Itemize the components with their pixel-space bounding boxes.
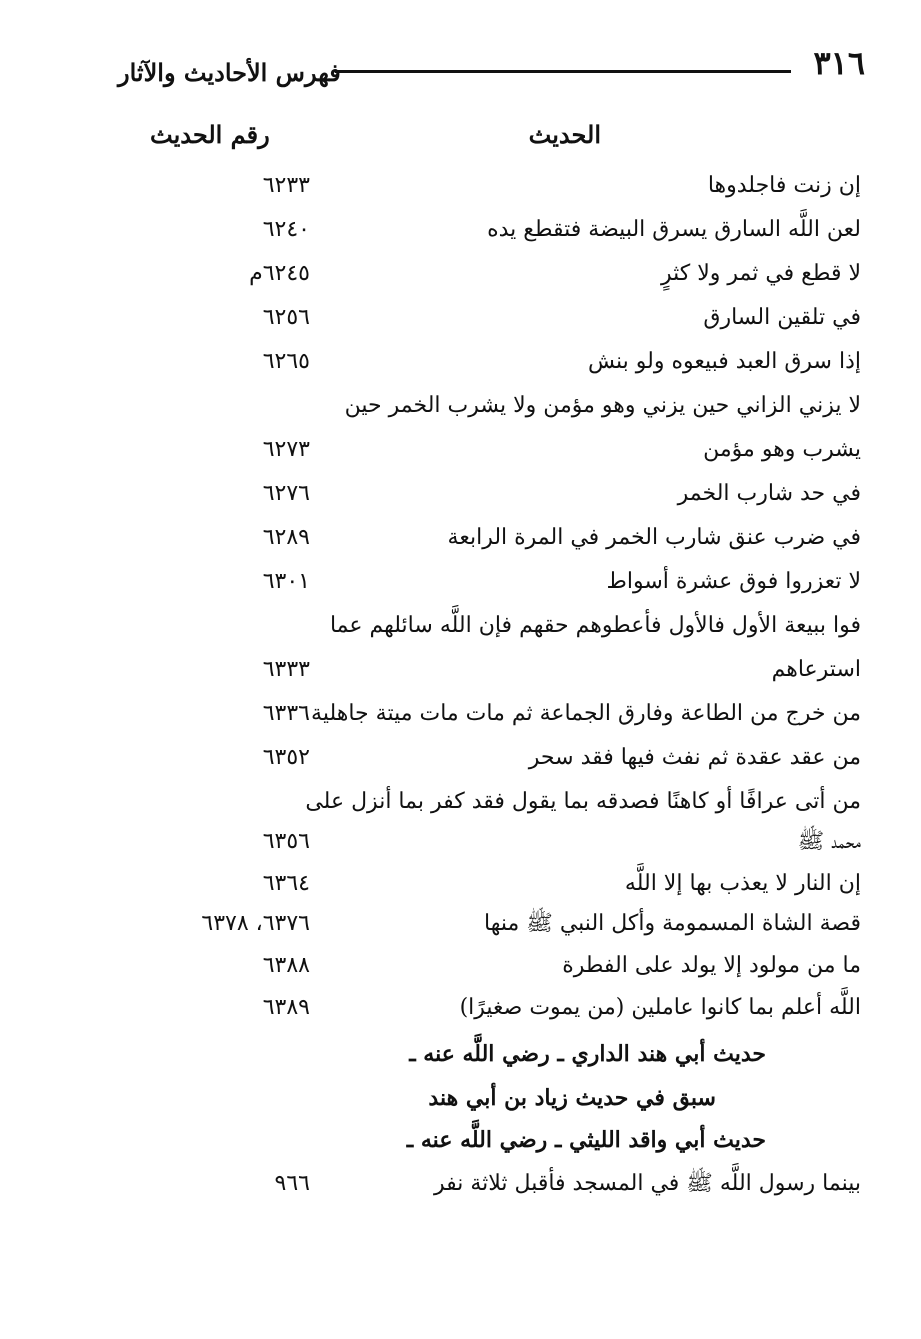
entry-text: لا يزني الزاني حين يزني وهو مؤمن ولا يشرب الخمر حين bbox=[344, 393, 861, 418]
entry-text: في حد شارب الخمر bbox=[677, 481, 861, 506]
entry-text: قصة الشاة المسمومة وأكل النبي ﷺ منها bbox=[484, 911, 861, 936]
entry-number: ٦٣٨٨ bbox=[262, 953, 310, 978]
entry-text: يشرب وهو مؤمن bbox=[703, 437, 861, 462]
entry-number: ٦٢٧٣ bbox=[262, 437, 310, 462]
entry-text: استرعاهم bbox=[771, 657, 861, 682]
header-rule bbox=[335, 70, 791, 73]
entry-text: في تلقين السارق bbox=[703, 305, 861, 330]
entry-text: بينما رسول اللَّه ﷺ في المسجد فأقبل ثلاثة نفر bbox=[433, 1171, 861, 1196]
entry-text: محمد ﷺ bbox=[797, 829, 861, 854]
entry-number: ٦٣٥٦ bbox=[262, 829, 310, 854]
entry-text: من أتى عرافًا أو كاهنًا فصدقه بما يقول فقد كفر بما أنزل على bbox=[305, 789, 861, 814]
page-number: ٣١٦ bbox=[813, 44, 865, 82]
section-heading: حديث أبي هند الداري ـ رضي اللَّه عنه ـ bbox=[409, 1041, 766, 1067]
entry-number: ٦٢٤٥م bbox=[249, 261, 310, 286]
entry-number: ٦٢٥٦ bbox=[262, 305, 310, 330]
entry-text: ما من مولود إلا يولد على الفطرة bbox=[562, 953, 861, 978]
entry-text: لعن اللَّه السارق يسرق البيضة فتقطع يده bbox=[487, 217, 861, 242]
entry-text: من خرج من الطاعة وفارق الجماعة ثم مات مات ميتة جاهلية bbox=[311, 701, 861, 726]
section-note: سبق في حديث زياد بن أبي هند bbox=[428, 1085, 716, 1111]
entry-text: من عقد عقدة ثم نفث فيها فقد سحر bbox=[528, 745, 861, 770]
entry-number: ٦٢٤٠ bbox=[262, 217, 310, 242]
entry-text: لا تعزروا فوق عشرة أسواط bbox=[606, 569, 861, 594]
entry-number: ٦٢٦٥ bbox=[262, 349, 310, 374]
entry-text: إذا سرق العبد فبيعوه ولو بنش bbox=[587, 349, 861, 374]
entry-text: لا قطع في ثمر ولا كثرٍ bbox=[660, 261, 861, 286]
entry-number: ٩٦٦ bbox=[274, 1171, 310, 1196]
entry-text: فوا ببيعة الأول فالأول فأعطوهم حقهم فإن اللَّه سائلهم عما bbox=[329, 613, 861, 638]
entry-number: ٦٢٨٩ bbox=[262, 525, 310, 550]
entry-number: ٦٣٦٤ bbox=[262, 871, 310, 896]
entry-text: في ضرب عنق شارب الخمر في المرة الرابعة bbox=[447, 525, 861, 550]
entry-number: ٦٢٣٣ bbox=[262, 173, 310, 198]
entry-text: إن زنت فاجلدوها bbox=[707, 173, 861, 198]
section-heading: حديث أبي واقد الليثي ـ رضي اللَّه عنه ـ bbox=[406, 1127, 766, 1153]
entry-number: ٦٢٧٦ bbox=[262, 481, 310, 506]
entry-text: اللَّه أعلم بما كانوا عاملين (من يموت صغيرًا) bbox=[459, 995, 861, 1020]
column-header-hadith: الحديث bbox=[528, 120, 601, 149]
entry-number: ٦٣٨٩ bbox=[262, 995, 310, 1020]
entry-number: ٦٣٣٣ bbox=[262, 657, 310, 682]
entry-text: إن النار لا يعذب بها إلا اللَّه bbox=[624, 871, 861, 896]
entry-number: ٦٣٠١ bbox=[262, 569, 310, 594]
column-header-number: رقم الحديث bbox=[150, 120, 270, 149]
entry-number: ٦٣٥٢ bbox=[262, 745, 310, 770]
entry-number: ٦٣٣٦ bbox=[262, 701, 310, 726]
entry-number: ٦٣٧٦، ٦٣٧٨ bbox=[201, 911, 310, 936]
page-header-title: فهرس الأحاديث والآثار bbox=[118, 58, 341, 87]
